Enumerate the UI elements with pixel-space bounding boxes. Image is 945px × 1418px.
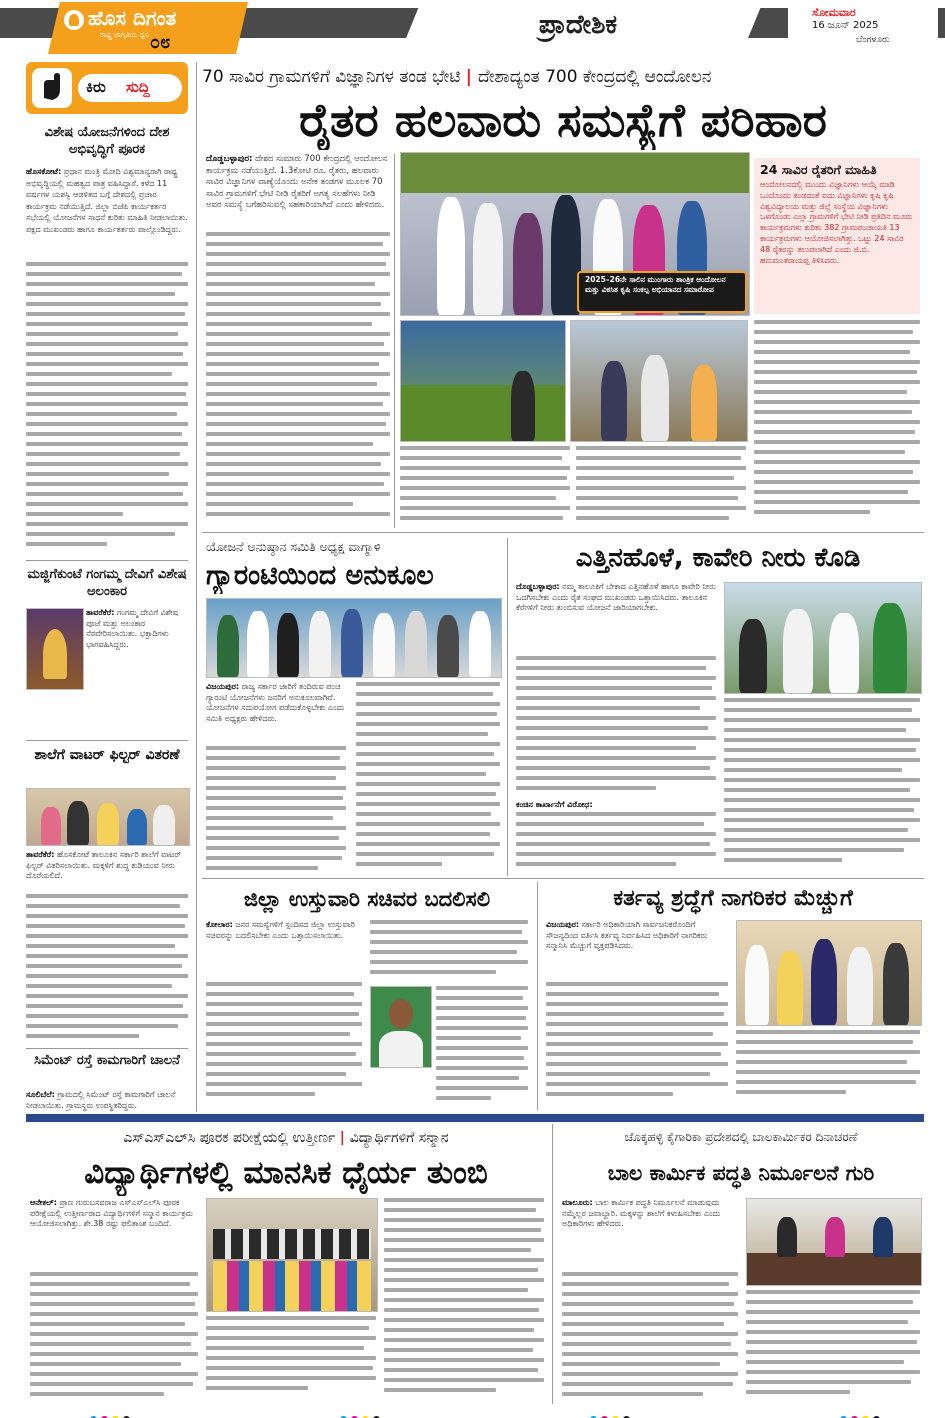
person-shape (97, 803, 119, 845)
sslc-text: ಪ್ರಾಣ ಗುರುಬಸವರಾಜ ಎಸ್‌ಎಸ್‌ಎಲ್‌ಸಿ ಪೂರಕ ಪರೀಕ್ಷೆಯಲ್ಲಿ ಉತ್ತೀರ್ಣರಾದ ವಿದ್ಯಾರ್ಥಿಗಳಿಗೆ ಸನ್ಮಾನ ಕಾರ್ಯಕ್ರಮ ಆಯೋಜಿಸಲಾಗಿತ್ತು. ಶೇ.38 ರಷ್ಟು ಫಲಿತಾಂಶ ಬಂದಿದೆ. (30, 1198, 193, 1228)
person-shape (469, 611, 491, 677)
logo-text: ಹೊಸ ದಿಗಂತ (88, 6, 177, 30)
logo-tagline: ರಾಷ್ಟ್ರ ಜಾಗೃತಿಯ ಧ್ವನಿ (100, 31, 150, 39)
child-labour-place: ಮಾಲೂರು: (562, 1198, 593, 1207)
sidebar-item-1-text: ಪ್ರಧಾನ ಮಂತ್ರಿ ಮೋದಿ ವಿಶ್ವಮಾನ್ಯರಾಗಿ ರಾಷ್ಟ್ರ ಅಭಿವೃದ್ಧಿಯಲ್ಲಿ ಮಹತ್ವದ ಪಾತ್ರ ವಹಿಸಿದ್ದಾರೆ. ಕಳೆದ 11 ವರ್ಷಗಳ ಯಶಸ್ವಿ ಆಡಳಿತದ ಬಗ್ಗೆ ದೇಶದಲ್ಲಿ ಪ್ರಚಾರ ಕಾರ್ಯಕ್ರಮ ನಡೆಯುತ್ತಿದೆ. ಜಿಲ್ಲಾ ಬಿಜೆಪಿ ಕಾರ್ಯಕರ್ತರ ಸಭೆಯಲ್ಲಿ ಯೋಜನೆಗಳ ಸಾಧನೆ ಕುರಿತು ಮಾಹಿತಿ ನೀಡಲಾಯಿತು. ಪಕ್ಷದ ಮುಖಂಡರು ಹಾಗೂ ಕಾರ್ಯಕರ್ತರು ಪಾಲ್ಗೊಂಡಿದ್ದರು. (26, 167, 188, 234)
sslc-kicker (26, 1126, 546, 1150)
person-shape (437, 197, 465, 315)
sslc-right-rule (552, 1124, 553, 1404)
person-shape (437, 615, 459, 677)
person-shape (277, 613, 299, 677)
child-labour-kicker: ಚೊಕ್ಕಹಳ್ಳಿ ಕೈಗಾರಿಕಾ ಪ್ರದೇಶದಲ್ಲಿ ಬಾಲಕಾರ್ಮಿಕರ ದಿನಾಚರಣೆ (624, 1130, 858, 1144)
lead-story (202, 62, 924, 532)
guarantee-place: ವಿಜಯಪುರ: (206, 682, 240, 691)
sslc-kicker-separator: | (339, 1130, 350, 1146)
hand-icon (32, 68, 72, 108)
transfer-col2-filler (370, 920, 528, 980)
date-day: ಸೋಮವಾರ (812, 6, 856, 19)
ettinahole-photo (724, 582, 922, 694)
band-right (546, 1114, 924, 1122)
guarantee-kicker: ಯೋಜನೆ ಅನುಷ್ಠಾನ ಸಮಿತಿ ಅಧ್ಯಕ್ಷ ವಾಗ್ಮಾಳಿ (206, 539, 381, 554)
lead-box-text: ಆಂದೋಲನದಲ್ಲಿ ಮುಂದು ವಿಜ್ಞಾನಿಗಳು ಆಯ್ಕೆ ಮಾಡಿ ಒಂದೊಂದು ತಂಡದಂತೆ ಐದು ವಿಜ್ಞಾನಿಗಳು ಕೃಷಿ ಕೃಷಿ ವಿಶ್ವವಿದ್ಯಾಲಯ ಮತ್ತು ಜಿಲ್ಲೆ ಸಂಸ್ಥೆಯ ವಿಜ್ಞಾನಿಗಳು ಒಳಗೊಂಡು ಎಲ್ಲಾ ಗ್ರಾಮಗಳಿಗೆ ಭೇಟಿ ನೀಡಿ ಪ್ರತಿದಿನ ಮೂರು ಕಾರ್ಯಕ್ರಮಗಳು ಕುರಿತು 382 ಗ್ರಾಮಪಂಚಾಯತಿ 13 ಕಾರ್ಯಕ್ರಮಗಳು ಆಯೋಜಿಸಲಾಗಿತ್ತು. ಒಟ್ಟು 24 ಸಾವಿರ 48 ರೈತರನ್ನು ತಲುಪಲಾಗಿದೆ ಎಂದು ಜಿ.ಬಿ. ಹನುಮಂತರಾಯಪ್ಪ ತಿಳಿಸಿದರು. (760, 180, 913, 265)
lead-body-intro (206, 154, 390, 226)
sslc-body (30, 1198, 198, 1268)
person-shape (601, 361, 627, 441)
guarantee-story (202, 536, 502, 876)
ettinahole-body (516, 582, 716, 652)
transfer-text: ಜನರ ಸಮಸ್ಯೆಗಳಿಗೆ ಸ್ಪಂದಿಸದ ಜಿಲ್ಲಾ ಉಸ್ತುವಾರಿ ಸಚಿವರನ್ನು ಬದಲಿಸಬೇಕು ಎಂದು ಒತ್ತಾಯಿಸಲಾಯಿತು. (206, 920, 355, 940)
person-shape (745, 945, 769, 1025)
page-number: ೦೮ (150, 32, 171, 53)
lead-place: ದೊಡ್ಡಬಳ್ಳಾಪುರ: (206, 154, 253, 164)
person-shape (41, 807, 61, 845)
child-labour-col2-filler (746, 1290, 920, 1400)
sidebar-divider-1 (26, 560, 188, 561)
temple-photo (26, 608, 84, 690)
sidebar-item-3-filler (26, 894, 188, 1044)
ettinahole-place: ದೊಡ್ಡಬಳ್ಳಾಪುರ: (516, 582, 560, 591)
sidebar-item-4-place: ಸೂಲಿಬೆಲೆ: (26, 1090, 55, 1099)
transfer-col3-filler (436, 986, 528, 1108)
sslc-story (26, 1124, 546, 1406)
stage-banner (401, 153, 749, 193)
person-shape (217, 615, 239, 677)
person-shape (739, 619, 767, 693)
child-labour-headline: ಬಾಲ ಕಾರ್ಮಿಕ ಪದ್ಧತಿ ನಿರ್ಮೂಲನೆ ಗುರಿ (607, 1161, 875, 1185)
ettinahole-col1-filler (516, 656, 716, 796)
duty-headline: ಕರ್ತವ್ಯ ಶ್ರದ್ಧೆಗೆ ನಾಗರಿಕರ ಮೆಚ್ಚುಗೆ (613, 886, 853, 911)
person-shape (811, 939, 837, 1025)
lead-kicker-right: ದೇಶಾದ್ಯಂತ 700 ಕೇಂದ್ರದಲ್ಲಿ ಆಂದೋಲನ (477, 67, 712, 87)
portrait-head (389, 999, 413, 1029)
sidebar-divider-2 (26, 740, 188, 741)
guarantee-headline: ಗ್ಯಾರಂಟಿಯಿಂದ ಅನುಕೂಲ (206, 560, 434, 591)
sidebar-item-2-body (86, 608, 188, 688)
person-shape (883, 943, 909, 1025)
back-row (213, 1229, 371, 1259)
minister-portrait (370, 986, 432, 1068)
child-labour-text: ಬಾಲ ಕಾರ್ಮಿಕ ಪದ್ಧತಿ ನಿರ್ಮೂಲನೆ ಮಾಡುವುದು ನಮ್ಮೆಲ್ಲರ ಜವಾಬ್ದಾರಿ. ಮಕ್ಕಳನ್ನು ಶಾಲೆಗೆ ಕಳುಹಿಸಬೇಕು ಎಂದು ಅಧಿಕಾರಿಗಳು ಹೇಳಿದರು. (562, 1198, 721, 1228)
date-city: ಬೆಂಗಳೂರು (856, 35, 890, 45)
ettinahole-col1b-filler (516, 812, 716, 874)
person-shape (641, 355, 669, 441)
duty-photo (736, 920, 922, 1026)
transfer-col1-filler (206, 982, 362, 1108)
sidebar-item-3-text: ಹೊಸಕೋಟೆ ತಾಲೂಕಿನ ಸರ್ಕಾರಿ ಶಾಲೆಗೆ ವಾಟರ್ ಫಿಲ್ಟರ್ ವಿತರಿಸಲಾಯಿತು. ಮಕ್ಕಳಿಗೆ ಶುದ್ಧ ಕುಡಿಯುವ ನೀರು ದೊರೆಯಲಿದೆ. (26, 850, 182, 880)
masthead (0, 0, 945, 58)
lead-col2-filler (400, 446, 570, 528)
ettinahole-story (512, 536, 924, 876)
person-shape (373, 613, 395, 677)
person-shape (777, 951, 803, 1025)
sslc-headline: ವಿದ್ಯಾರ್ಥಿಗಳಲ್ಲಿ ಮಾನಸಿಕ ಧೈರ್ಯ ತುಂಬಿ (84, 1155, 488, 1191)
sslc-kicker-right: ವಿದ್ಯಾರ್ಥಿಗಳಿಗೆ ಸನ್ಮಾನ (349, 1130, 449, 1146)
ettinahole-col2-filler (724, 698, 920, 874)
middle-row-rule (202, 878, 924, 879)
idol-shape (43, 629, 67, 679)
duty-text: ಸರ್ಕಾರಿ ಅಧಿಕಾರಿಯಾಗಿ ಸಾರ್ವಜನಿಕರೊಂದಿಗೆ ಸೌಜನ್ಯದಿಂದ ವರ್ತಿಸಿ ಕರ್ತವ್ಯ ನಿರ್ವಹಿಸಿದ ಅಧಿಕಾರಿಗೆ ನಾಗರಿಕರು ಸನ್ಮಾನಿಸಿ ಮೆಚ್ಚುಗೆ ವ್ಯಕ್ತಪಡಿಸಿದರು. (546, 920, 708, 950)
person-shape (777, 1217, 797, 1257)
date-text: 16 ಜೂನ್ 2025 (812, 20, 879, 31)
child-labour-photo (746, 1198, 922, 1286)
transfer-place: ಕೋಲಾರ: (206, 920, 233, 929)
lead-col4-filler (754, 320, 920, 528)
person-shape (511, 371, 535, 441)
sidebar-divider-3 (26, 1048, 188, 1049)
kicker-separator: | (465, 67, 478, 87)
kiru-suddi-sidebar (26, 62, 188, 1114)
person-shape (405, 611, 427, 677)
registration-marks-center (340, 1408, 400, 1416)
person-shape (473, 203, 503, 315)
lead-col-rule (394, 154, 395, 528)
brand-prefix: ಕಿರು (86, 78, 106, 96)
child-labour-story (558, 1124, 924, 1406)
guarantee-col1-filler (206, 746, 346, 874)
sslc-kicker-left: ಎಸ್ಎಸ್ಎಲ್‌ಸಿ ಪೂರಕ ಪರೀಕ್ಷೆಯಲ್ಲಿ ಉತ್ತೀರ್ಣ (123, 1130, 336, 1146)
sidebar-item-2-headline: ಮಜ್ಜಿಗೆಕುಂಟೆ ಗಂಗಮ್ಮ ದೇವಿಗೆ ವಿಶೇಷ ಅಲಂಕಾರ (27, 567, 187, 599)
lead-col1-filler (206, 232, 390, 528)
guarantee-right-rule (507, 538, 508, 876)
duty-body (546, 920, 728, 980)
person-shape (127, 809, 147, 845)
ettinahole-headline: ಎತ್ತಿನಹೊಳೆ, ಕಾವೇರಿ ನೀರು ಕೊಡಿ (575, 543, 861, 573)
registration-marks-left (90, 1408, 150, 1416)
lead-headline: ರೈತರ ಹಲವಾರು ಸಮಸ್ಯೆಗೆ ಪರಿಹಾರ (299, 93, 827, 147)
transfer-body (206, 920, 362, 980)
sidebar-item-4-body (26, 1090, 188, 1114)
stall-table (401, 385, 565, 441)
registration-marks-center-2 (590, 1408, 650, 1416)
lead-main-photo (400, 152, 750, 316)
transfer-right-rule (537, 882, 538, 1110)
lead-text: ದೇಶದ ಸುಮಾರು 700 ಕೇಂದ್ರದಲ್ಲಿ ಆಂದೋಲನ ಕಾರ್ಯಕ್ರಮ ನಡೆಯುತ್ತಿದೆ. 1.3ಕೋಟಿ ರೂ. ರೈತರು, ಹಲವಾರು ಸಾವಿರ ವಿಜ್ಞಾನಿಗಳ ವಾಣ್ಯೆಯೊಂದು ಅನೇಕ ತಂಡಗಳ ಮೂಲಕ 70 ಸಾವಿರ ಗ್ರಾಮಗಳಿಗೆ ಭೇಟಿ ನೀಡಿ ರೈತರಿಗೆ ಅಗತ್ಯ ಸಲಹೆಗಳು ನೀಡಿ ಅವರ ಸಮಸ್ಯೆ ಬಗೆಹರಿಸುವಲ್ಲಿ ಸಹಕಾರಿಯಾಗಿದೆ ಎಂದು ಹೇಳಿದರು. (206, 154, 388, 210)
section-title: ಪ್ರಾದೇಶಿಕ (538, 10, 618, 40)
duty-col1-filler (546, 982, 728, 1108)
person-shape (829, 613, 859, 693)
duty-col2-filler (736, 1030, 920, 1108)
lead-info-box (754, 158, 920, 314)
person-shape (873, 603, 907, 693)
sidebar-item-2-text: ಗಂಗಮ್ಮ ದೇವಿಗೆ ವಿಶೇಷ ಪೂಜೆ ಮತ್ತು ಅಲಂಕಾರ ನೆರವೇರಿಸಲಾಯಿತು. ಭಕ್ತಾದಿಗಳು ಭಾಗವಹಿಸಿದ್ದರು. (86, 608, 179, 649)
ettinahole-text: ನಮ್ಮ ತಾಲೂಕಿಗೆ ಬೇಕಾದ ಎತ್ತಿನಹೊಳೆ ಹಾಗೂ ಕಾವೇರಿ ನೀರು ಒದಗಿಸಬೇಕು ಎಂದು ರೈತ ಸಂಘದ ಮುಖಂಡರು ಒತ್ತಾಯಿಸಿದರು. ತಾಲೂಕಿನ ಕೆರೆಗಳಿಗೆ ನೀರು ತುಂಬಿಸುವ ಯೋಜನೆ ಜಾರಿಯಾಗಬೇಕು. (516, 582, 716, 612)
guarantee-text: ರಾಜ್ಯ ಸರ್ಕಾರ ಜಾರಿಗೆ ತಂದಿರುವ ಪಂಚ ಗ್ಯಾರಂಟಿ ಯೋಜನೆಗಳು ಜನರಿಗೆ ಅನುಕೂಲವಾಗಿವೆ. ಯೋಜನೆಗಳ ಸದುಪಯೋಗ ಪಡೆದುಕೊಳ್ಳಬೇಕು ಎಂದು ಸಮಿತಿ ಅಧ್ಯಕ್ಷರು ಹೇಳಿದರು. (206, 682, 345, 723)
lead-kicker-left: 70 ಸಾವಿರ ಗ್ರಾಮಗಳಿಗೆ ವಿಜ್ಞಾನಿಗಳ ತಂಡ ಭೇಟಿ (202, 67, 461, 87)
sslc-place: ಆನೇಕಲ್: (30, 1198, 57, 1207)
sidebar-column-rule (196, 62, 197, 1112)
sidebar-item-4-text: ಗ್ರಾಮದಲ್ಲಿ ಸಿಮೆಂಟ್ ರಸ್ತೆ ಕಾಮಗಾರಿಗೆ ಚಾಲನೆ ನೀಡಲಾಯಿತು. ಗ್ರಾಮಸ್ಥರು ಉಪಸ್ಥಿತರಿದ್ದರು. (26, 1090, 176, 1110)
registration-marks-right (840, 1408, 900, 1416)
person-shape (513, 213, 543, 315)
lead-col3-filler (576, 446, 746, 528)
sslc-photo (206, 1198, 378, 1312)
transfer-headline: ಜಿಲ್ಲಾ ಉಸ್ತುವಾರಿ ಸಚಿವರ ಬದಲಿಸಲಿ (243, 887, 491, 911)
person-shape (873, 1217, 893, 1257)
band-left (26, 1114, 546, 1122)
sslc-col3-filler (384, 1198, 544, 1400)
sidebar-item-4-headline: ಸಿಮೆಂಟ್ ರಸ್ತೆ ಕಾಮಗಾರಿಗೆ ಚಾಲನೆ (34, 1053, 180, 1068)
guarantee-body (206, 682, 346, 742)
sidebar-item-1-place: ಹೊಸಕೋಟೆ: (26, 167, 62, 176)
sslc-col1-filler (30, 1272, 198, 1400)
child-labour-col1-filler (562, 1272, 738, 1400)
person-shape (783, 609, 813, 693)
duty-story (542, 882, 924, 1114)
sidebar-item-1-filler (26, 262, 188, 552)
vegetables-photo (400, 320, 566, 442)
person-shape (847, 947, 873, 1025)
guarantee-col2-filler (356, 682, 500, 874)
front-row (213, 1261, 371, 1311)
sidebar-item-1-headline: ವಿಶೇಷ ಯೋಜನೆಗಳಿಂದ ದೇಶ ಅಭಿವೃದ್ಧಿಗೆ ಪೂರಕ (44, 125, 170, 157)
exhibition-photo (570, 320, 748, 442)
sslc-col2-filler (206, 1316, 376, 1400)
portrait-body (379, 1031, 423, 1067)
duty-place: ವಿಜಯಪುರ: (546, 920, 580, 929)
lead-bottom-rule (202, 532, 924, 533)
person-shape (247, 611, 269, 677)
sidebar-item-3-place: ತಾವರೆಕೆರೆ: (26, 850, 55, 859)
person-shape (309, 611, 331, 677)
sidebar-item-2-place: ತಾವರೆಕೆರೆ: (86, 608, 115, 617)
person-shape (825, 1217, 845, 1257)
brand-suffix: ಸುದ್ದಿ (126, 78, 150, 96)
school-photo (26, 788, 190, 846)
sidebar-item-3-headline: ಶಾಲೆಗೆ ವಾಟರ್ ಫಿಲ್ಟರ್ ವಿತರಣೆ (34, 747, 180, 763)
sidebar-item-3-body (26, 850, 188, 890)
bottom-band (26, 1114, 924, 1122)
dais-table (747, 1253, 921, 1285)
guarantee-photo (206, 598, 502, 678)
logo-emblem-inner-icon (69, 14, 79, 26)
photo-caption: 2025–26ನೇ ಸಾಲಿನ ಮುಂಗಾರು ತಾಂತ್ರಿಕ ಆಂದೋಲನ ಮತ್ತು ವಿಕಸಿತ ಕೃಷಿ ಸಂಕಲ್ಪ ಅಭಿಯಾನದ ಸಮಾರೋಪ (585, 275, 726, 294)
ettinahole-subhead: ಕಂಚಿನ ಕಾರ್ಖಾನೆಗೆ ವಿರೋಧ: (516, 800, 593, 809)
child-labour-body (562, 1198, 738, 1268)
lead-box-title: 24 ಸಾವಿರ ರೈತರಿಗೆ ಮಾಹಿತಿ (760, 162, 877, 177)
transfer-story (202, 882, 532, 1114)
person-shape (691, 365, 717, 441)
person-shape (153, 805, 175, 845)
lead-kicker (202, 64, 924, 90)
person-shape (341, 609, 363, 677)
person-shape (67, 801, 89, 845)
